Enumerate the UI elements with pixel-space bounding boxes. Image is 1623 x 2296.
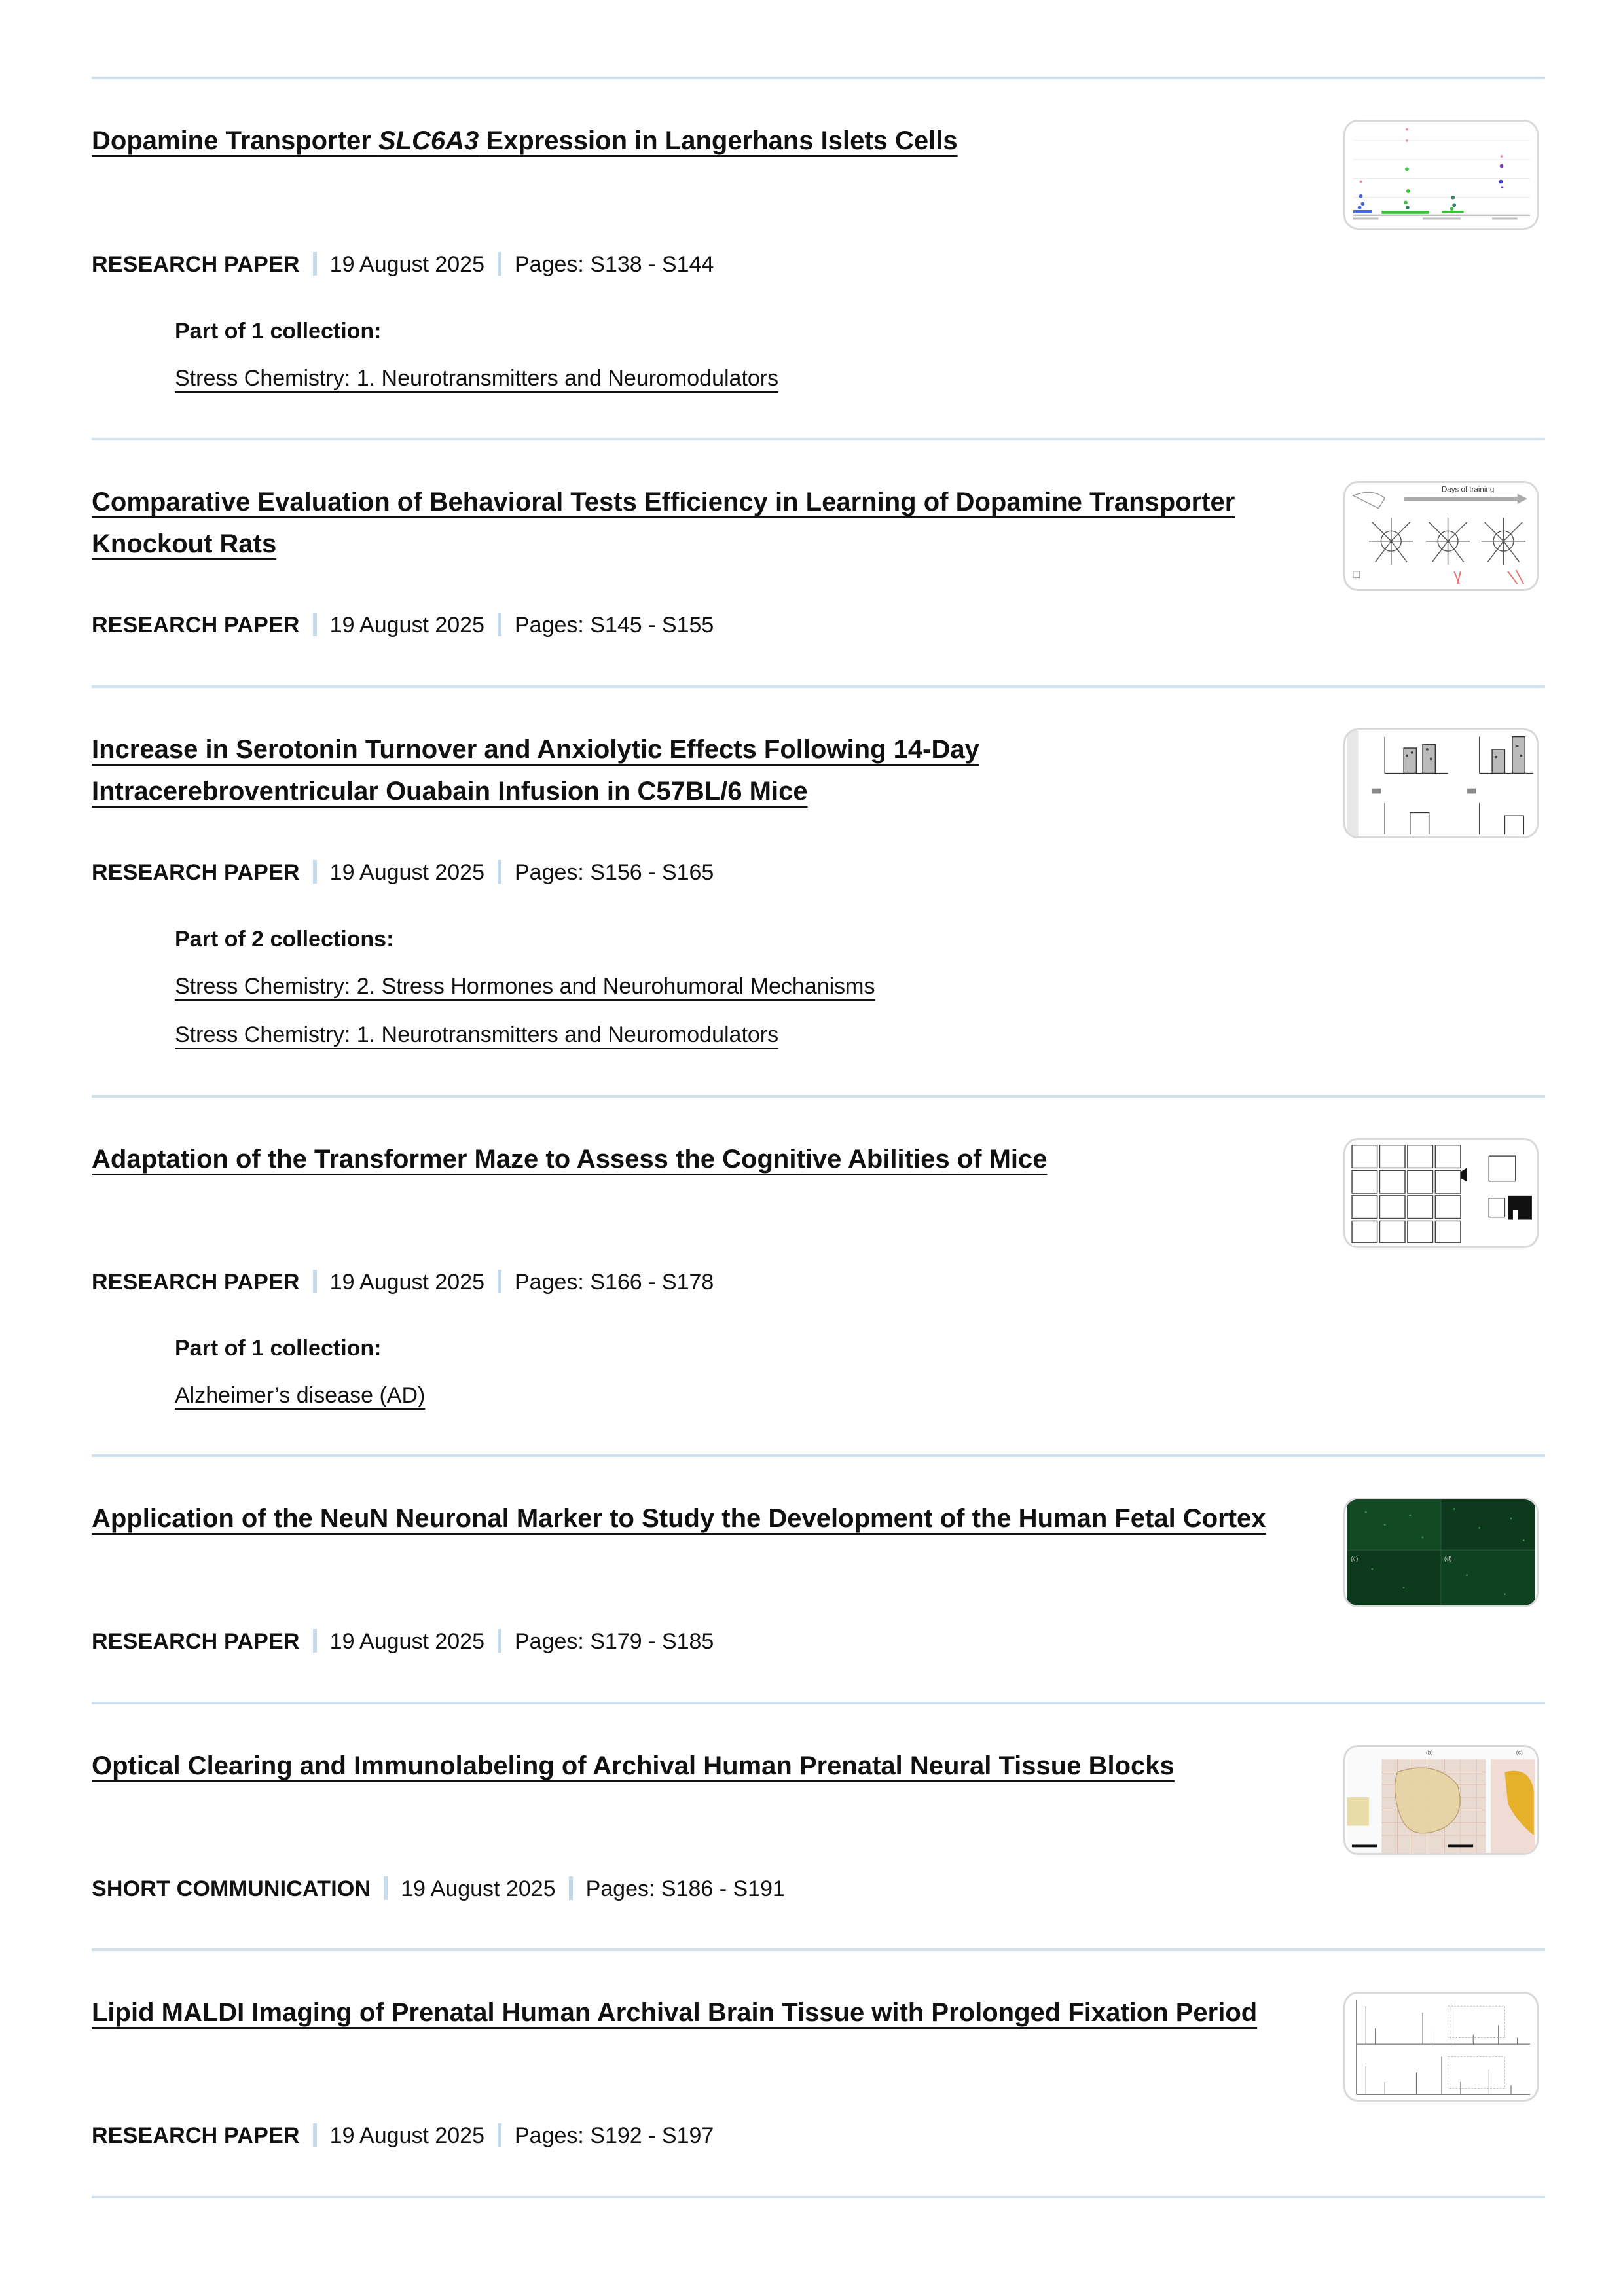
meta-divider bbox=[313, 1629, 317, 1653]
collections-label: Part of 1 collection: bbox=[175, 319, 382, 344]
article-date: 19 August 2025 bbox=[329, 252, 484, 277]
article-title-link[interactable]: Dopamine Transporter SLC6A3 Expression in Langerhans Islets Cells bbox=[92, 126, 958, 155]
meta-divider bbox=[313, 2123, 317, 2147]
article-type: RESEARCH PAPER bbox=[92, 1270, 300, 1295]
article-type: RESEARCH PAPER bbox=[92, 860, 300, 885]
article-thumbnail[interactable] bbox=[1343, 120, 1539, 230]
article-pages: Pages: S138 - S144 bbox=[515, 252, 714, 277]
svg-text:(c): (c) bbox=[1351, 1555, 1359, 1563]
article-date: 19 August 2025 bbox=[329, 2123, 484, 2148]
article-title-link[interactable]: Adaptation of the Transformer Maze to Assess the Cognitive Abilities of Mice bbox=[92, 1145, 1048, 1174]
article-meta bbox=[92, 1268, 714, 1297]
article-type: SHORT COMMUNICATION bbox=[92, 1876, 371, 1901]
article-date: 19 August 2025 bbox=[401, 1876, 556, 1901]
article-title-link[interactable]: Comparative Evaluation of Behavioral Tests Efficiency in Learning of Dopamine Transporter Knockout Rats bbox=[92, 488, 1235, 558]
thumbnail-caption: Days of training bbox=[1441, 486, 1495, 494]
collections-block bbox=[175, 1334, 425, 1410]
article-type: RESEARCH PAPER bbox=[92, 613, 300, 637]
article-meta bbox=[92, 1874, 785, 1903]
separator bbox=[92, 1095, 1545, 1098]
separator bbox=[92, 438, 1545, 440]
article-thumbnail[interactable] bbox=[1343, 1745, 1539, 1855]
collections-label: Part of 2 collections: bbox=[175, 927, 394, 952]
collections-block bbox=[175, 925, 875, 1049]
article-thumbnail[interactable] bbox=[1343, 728, 1539, 838]
article-thumbnail[interactable] bbox=[1343, 1138, 1539, 1248]
collections-label: Part of 1 collection: bbox=[175, 1336, 382, 1361]
svg-text:(c): (c) bbox=[1516, 1749, 1523, 1756]
article-meta bbox=[92, 250, 714, 279]
separator bbox=[92, 1702, 1545, 1704]
mass-spectrum-thumbnail-icon bbox=[1345, 1994, 1537, 2100]
meta-divider bbox=[498, 860, 501, 884]
maze-grid-thumbnail-icon bbox=[1345, 1140, 1537, 1246]
article-title-link[interactable]: Lipid MALDI Imaging of Prenatal Human Archival Brain Tissue with Prolonged Fixation Period bbox=[92, 1998, 1258, 2027]
meta-divider bbox=[498, 1629, 501, 1653]
meta-divider bbox=[498, 613, 501, 636]
separator bbox=[92, 77, 1545, 79]
svg-text:(b): (b) bbox=[1425, 1749, 1433, 1756]
scatter-plot-thumbnail-icon bbox=[1345, 122, 1537, 228]
article-meta bbox=[92, 611, 714, 639]
article-date: 19 August 2025 bbox=[329, 613, 484, 637]
separator bbox=[92, 1454, 1545, 1457]
article-date: 19 August 2025 bbox=[329, 860, 484, 885]
meta-divider bbox=[313, 252, 317, 276]
article-pages: Pages: S179 - S185 bbox=[515, 1629, 714, 1654]
meta-divider bbox=[498, 252, 501, 276]
meta-divider bbox=[313, 860, 317, 884]
tissue-block-photo-thumbnail-icon bbox=[1345, 1747, 1537, 1853]
article-meta bbox=[92, 1627, 714, 1656]
meta-divider bbox=[498, 2123, 501, 2147]
separator bbox=[92, 685, 1545, 688]
article-type: RESEARCH PAPER bbox=[92, 1629, 300, 1654]
svg-text:(d): (d) bbox=[1444, 1555, 1452, 1563]
article-pages: Pages: S166 - S178 bbox=[515, 1270, 714, 1295]
collection-link[interactable]: Stress Chemistry: 2. Stress Hormones and Neurohumoral Mechanisms bbox=[175, 974, 875, 999]
bar-chart-thumbnail-icon bbox=[1345, 730, 1537, 836]
meta-divider bbox=[313, 1270, 317, 1293]
article-pages: Pages: S156 - S165 bbox=[515, 860, 714, 885]
article-thumbnail[interactable] bbox=[1343, 481, 1539, 591]
meta-divider bbox=[498, 1270, 501, 1293]
separator bbox=[92, 1948, 1545, 1951]
maze-trajectory-thumbnail-icon bbox=[1345, 483, 1537, 589]
fluorescence-micrograph-thumbnail-icon bbox=[1345, 1499, 1537, 1605]
article-title-link[interactable]: Application of the NeuN Neuronal Marker to Study the Development of the Human Fetal Cortex bbox=[92, 1504, 1266, 1533]
article-date: 19 August 2025 bbox=[329, 1270, 484, 1295]
article-thumbnail[interactable] bbox=[1343, 1992, 1539, 2102]
meta-divider bbox=[384, 1876, 388, 1900]
separator bbox=[92, 2196, 1545, 2198]
article-thumbnail[interactable] bbox=[1343, 1498, 1539, 1607]
article-title-link[interactable]: Increase in Serotonin Turnover and Anxiolytic Effects Following 14-Day Intracerebroventricular Ouabain Infusion in C57BL/6 Mice bbox=[92, 735, 979, 806]
article-meta bbox=[92, 858, 714, 887]
article-date: 19 August 2025 bbox=[329, 1629, 484, 1654]
article-pages: Pages: S192 - S197 bbox=[515, 2123, 714, 2148]
article-pages: Pages: S145 - S155 bbox=[515, 613, 714, 637]
collection-link[interactable]: Stress Chemistry: 1. Neurotransmitters and Neuromodulators bbox=[175, 366, 779, 391]
meta-divider bbox=[569, 1876, 573, 1900]
article-meta bbox=[92, 2121, 714, 2150]
collections-block bbox=[175, 317, 778, 393]
article-type: RESEARCH PAPER bbox=[92, 252, 300, 277]
collection-link[interactable]: Alzheimer’s disease (AD) bbox=[175, 1383, 426, 1408]
meta-divider bbox=[313, 613, 317, 636]
collection-link[interactable]: Stress Chemistry: 1. Neurotransmitters and Neuromodulators bbox=[175, 1022, 779, 1047]
article-type: RESEARCH PAPER bbox=[92, 2123, 300, 2148]
article-title-link[interactable]: Optical Clearing and Immunolabeling of Archival Human Prenatal Neural Tissue Blocks bbox=[92, 1751, 1175, 1780]
article-pages: Pages: S186 - S191 bbox=[585, 1876, 785, 1901]
